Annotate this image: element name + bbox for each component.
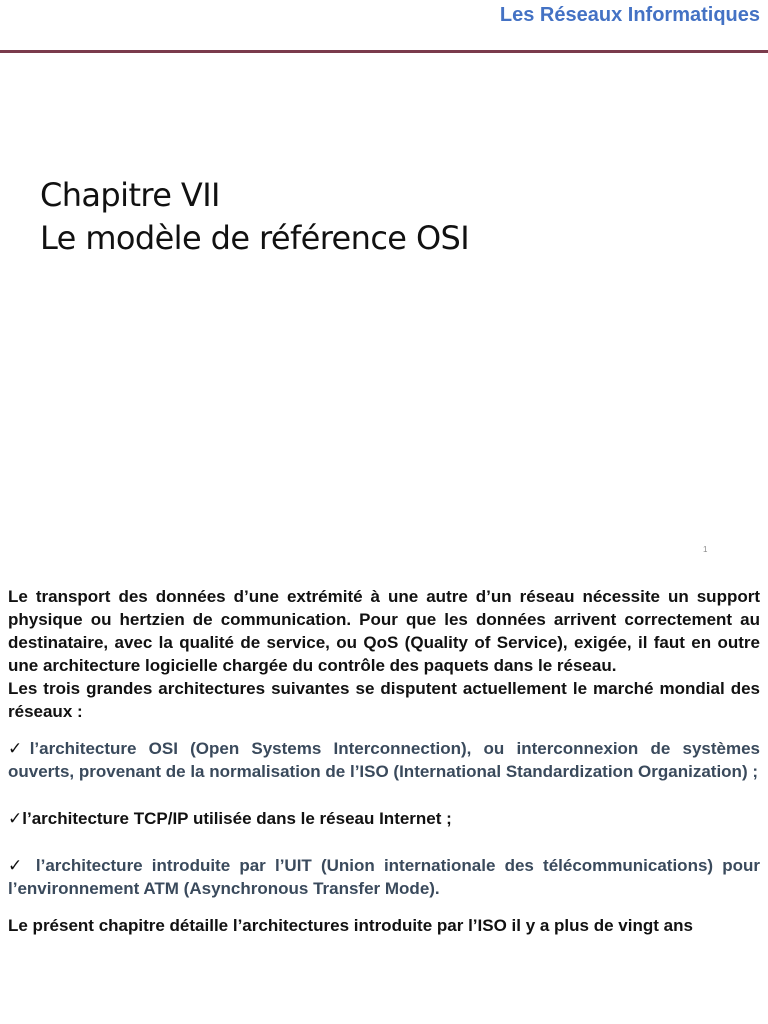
paragraph-chapter-intro: Le présent chapitre détaille l’architectures introduite par l’ISO il y a plus de vingt ans bbox=[8, 916, 693, 935]
chapter-number: Chapitre VII bbox=[40, 176, 220, 214]
check-icon: ✓ bbox=[8, 856, 27, 875]
paragraph-architectures: Les trois grandes architectures suivantes se disputent actuellement le marché mondial des réseaux : bbox=[8, 679, 760, 721]
bullet-atm bbox=[8, 854, 760, 900]
document-body bbox=[8, 585, 760, 937]
check-icon: ✓ bbox=[8, 809, 23, 828]
page-number: 1 bbox=[703, 545, 708, 554]
spacer bbox=[8, 830, 760, 854]
bullet-osi-text: l’architecture OSI (Open Systems Interconnection), ou interconnexion de systèmes ouverts, provenant de la normalisation de l’ISO (International Standardization Organization) ; bbox=[8, 739, 761, 781]
spacer bbox=[8, 723, 760, 737]
bullet-tcpip-text: l’architecture TCP/IP utilisée dans le réseau Internet ; bbox=[22, 809, 452, 828]
check-icon: ✓ bbox=[8, 739, 30, 758]
bullet-osi bbox=[8, 737, 760, 783]
bullet-atm-text: l’architecture introduite par l’UIT (Union internationale des télécommunications) pour l’environnement ATM (Asynchronous Transfer Mode). bbox=[8, 856, 761, 898]
spacer bbox=[8, 900, 760, 914]
header-divider bbox=[0, 50, 768, 53]
chapter-title bbox=[40, 174, 469, 260]
bullet-tcpip bbox=[8, 807, 760, 830]
paragraph-transport: Le transport des données d’une extrémité à une autre d’un réseau nécessite un support physique ou hertzien de communication. Pour que les données arrivent correctement au destinataire, avec la qualité de service, ou QoS (Quality of Service), exigée, il faut en outre une architecture logicielle chargée du contrôle des paquets dans le réseau. bbox=[8, 587, 760, 675]
header-title: Les Réseaux Informatiques bbox=[499, 4, 760, 26]
spacer bbox=[8, 783, 760, 807]
chapter-subtitle: Le modèle de référence OSI bbox=[40, 219, 470, 257]
